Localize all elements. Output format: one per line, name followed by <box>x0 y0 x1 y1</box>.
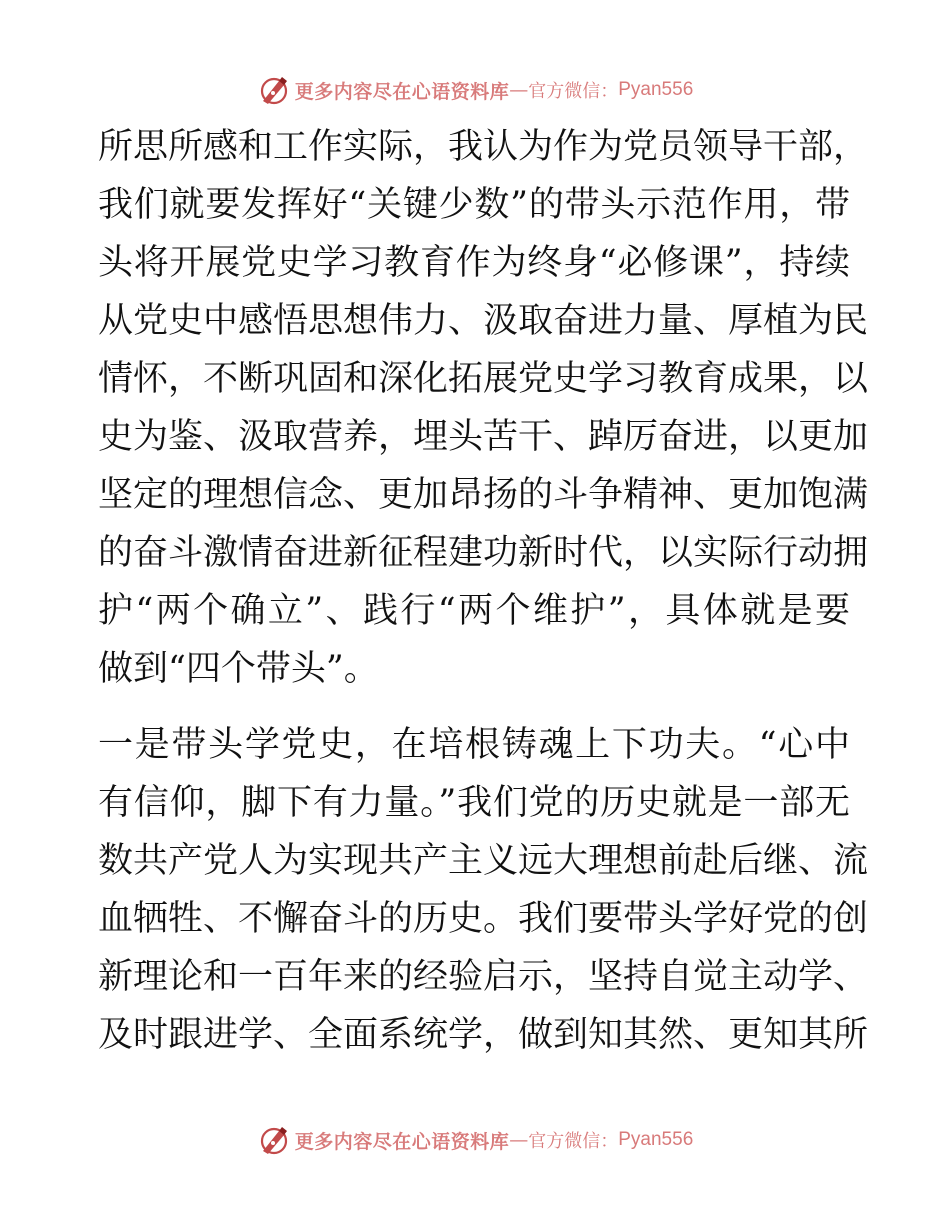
paragraph-2 <box>98 716 869 1064</box>
document-body <box>98 118 869 1064</box>
text-line: 数共产党人为实现共产主义远大理想前赴后继、流 <box>98 841 869 881</box>
text-line: 所思所感和工作实际，我认为作为党员领导干部， <box>98 127 869 167</box>
paragraph-gap <box>98 698 850 716</box>
pen-logo-icon <box>257 1123 291 1157</box>
text-line: 情怀，不断巩固和深化拓展党史学习教育成果，以 <box>98 359 869 399</box>
footer-banner-text: 更多内容尽在心语资料库 <box>294 1130 510 1153</box>
text-line: 新理论和一百年来的经验启示，坚持自觉主动学、 <box>98 957 869 997</box>
pen-logo-icon <box>257 73 291 107</box>
text-line: 我们就要发挥好“关键少数”的带头示范作用，带 <box>98 185 850 225</box>
footer-banner <box>0 1120 950 1160</box>
text-line: 及时跟进学、全面系统学，做到知其然、更知其所 <box>98 1015 869 1055</box>
footer-banner-separator: — <box>509 1129 529 1151</box>
text-line: 护“两个确立”、践行“两个维护”，具体就是要 <box>98 591 850 631</box>
header-banner <box>0 70 950 110</box>
paragraph-1 <box>98 118 869 698</box>
text-line: 坚定的理想信念、更加昂扬的斗争精神、更加饱满 <box>98 475 869 515</box>
header-wechat-label: 官方微信： <box>528 81 619 102</box>
text-line: 一是带头学党史，在培根铸魂上下功夫。“心中 <box>98 725 850 765</box>
text-line: 血牺牲、不懈奋斗的历史。我们要带头学好党的创 <box>98 899 869 939</box>
text-line: 有信仰，脚下有力量。”我们党的历史就是一部无 <box>98 783 850 823</box>
text-line: 的奋斗激情奋进新征程建功新时代，以实际行动拥 <box>98 533 869 573</box>
header-banner-separator: — <box>509 79 529 101</box>
header-wechat-id: Pyan556 <box>618 79 694 100</box>
text-line: 做到“四个带头”。 <box>98 649 379 689</box>
text-line: 头将开展党史学习教育作为终身“必修课”，持续 <box>98 243 850 283</box>
text-line: 史为鉴、汲取营养，埋头苦干、踔厉奋进，以更加 <box>98 417 869 457</box>
footer-wechat-label: 官方微信： <box>528 1131 619 1152</box>
text-line: 从党史中感悟思想伟力、汲取奋进力量、厚植为民 <box>98 301 869 341</box>
header-banner-text: 更多内容尽在心语资料库 <box>294 80 510 103</box>
footer-wechat-id: Pyan556 <box>618 1129 694 1150</box>
